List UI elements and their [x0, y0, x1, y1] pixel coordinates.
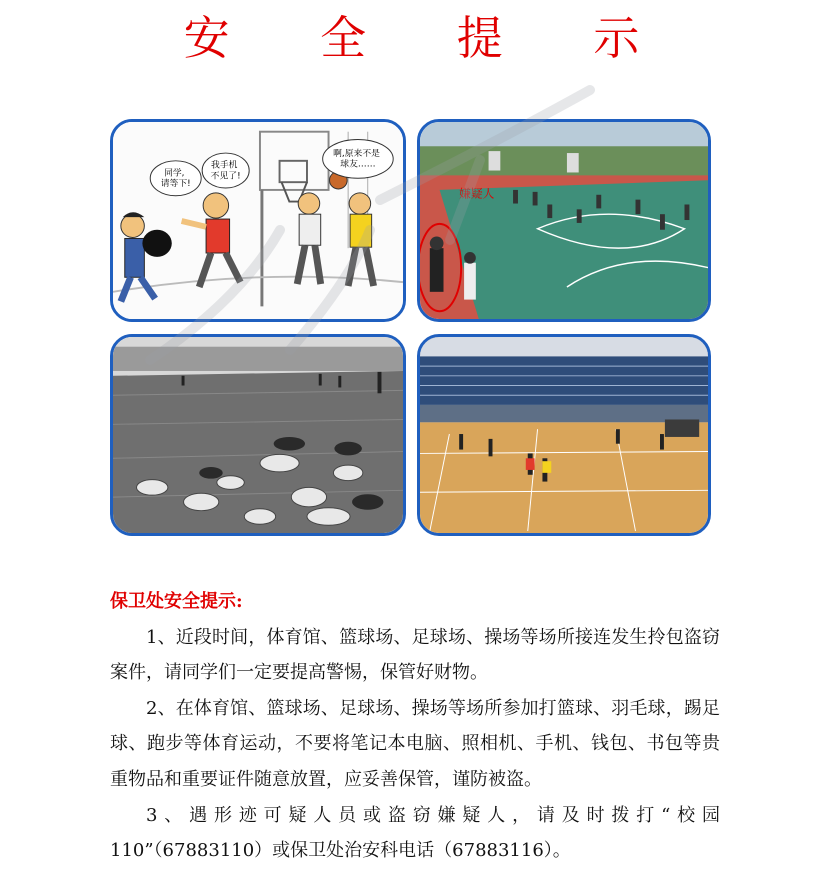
suspect-label: 嫌疑人 — [459, 186, 495, 201]
notice-item-2: 2、在体育馆、篮球场、足球场、操场等场所参加打篮球、羽毛球，踢足球、跑步等体育运动，不要将笔记本电脑、照相机、手机、钱包、书包等贵重物品和重要证件随意放置，应妥善保管，谨防被盗。 — [110, 697, 720, 790]
football-field-photo — [110, 334, 406, 536]
cartoon-bubble-2-line1: 我手机 — [211, 160, 238, 171]
svg-text:同学, 请等下! — [161, 166, 191, 189]
cartoon-bubble-3-line2: 球友…… — [340, 159, 376, 170]
svg-text:我手机 不见了! — [211, 159, 241, 182]
page-title: 安 全 提 示 — [183, 11, 678, 65]
indoor-gym-photo — [417, 334, 711, 536]
cartoon-bubble-1-line1: 同学, — [164, 168, 185, 179]
notice-heading: 保卫处安全提示: — [110, 591, 243, 612]
cartoon-bubble-1-line2: 请等下! — [160, 179, 191, 190]
cartoon-bubble-2-line2: 不见了! — [210, 171, 241, 182]
svg-text:啊,原来不是 球友…… — [333, 147, 383, 170]
notice-item-3: 3、遇形迹可疑人员或盗窃嫌疑人，请及时拨打“校园 110”（67883110）或保卫处治安科电话（67883116）。 — [110, 804, 720, 862]
notice-text — [110, 584, 720, 869]
court-suspect-photo — [417, 119, 711, 322]
theft-cartoon-image — [110, 119, 406, 322]
cartoon-bubble-3-line1: 啊,原来不是 — [333, 148, 380, 159]
notice-item-1: 1、近段时间，体育馆、篮球场、足球场、操场等场所接连发生拎包盗窃案件，请同学们一定要提高警惕，保管好财物。 — [110, 626, 720, 684]
